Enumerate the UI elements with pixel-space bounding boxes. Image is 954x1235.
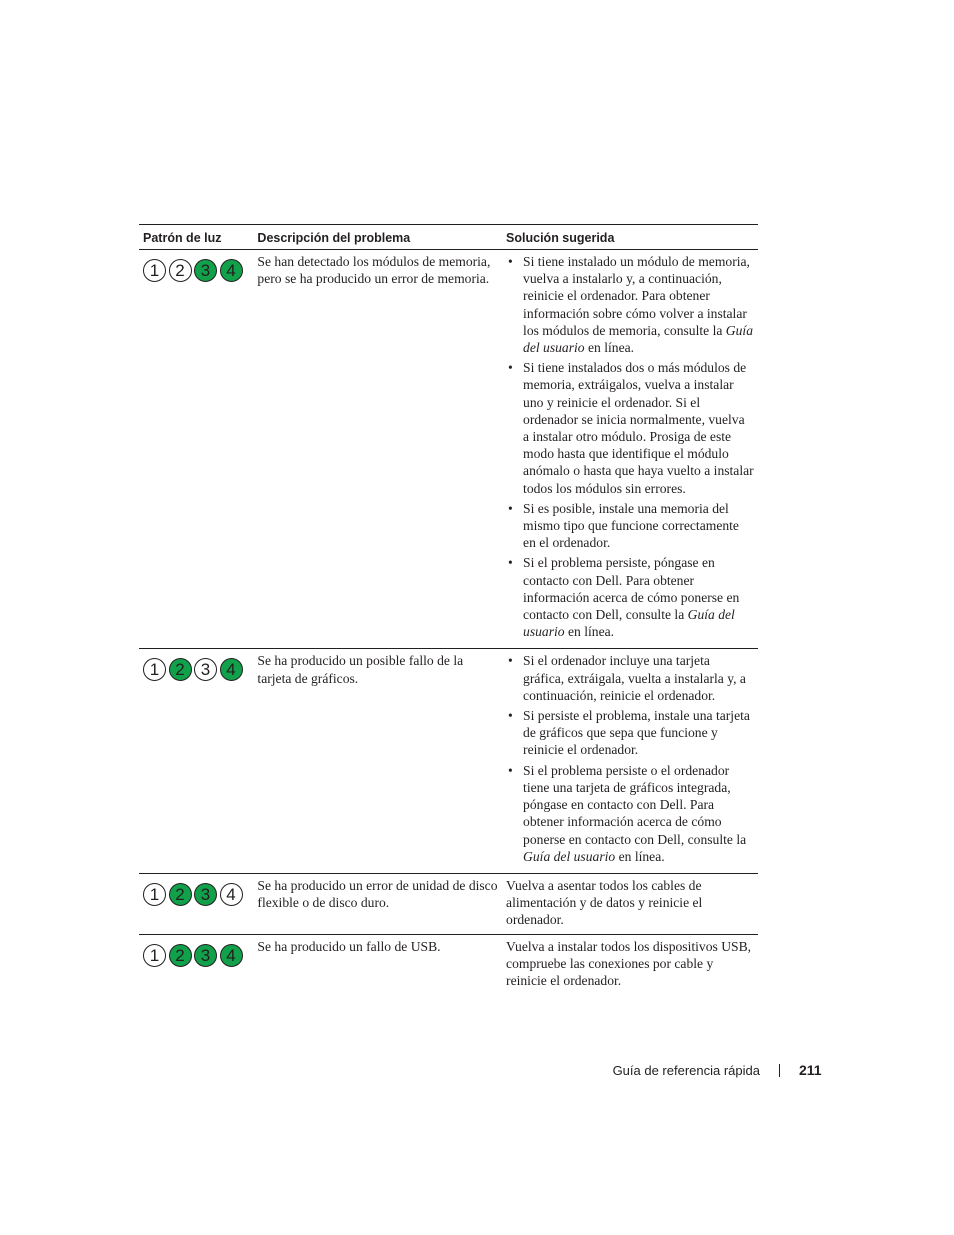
diagnostic-light-3-on: 3 — [194, 259, 217, 282]
problem-description: Se ha producido un posible fallo de la tarjeta de gráficos. — [253, 649, 502, 873]
table-row — [139, 873, 758, 934]
table-row — [139, 934, 758, 994]
solution-text: Si el problema persiste o el ordenador tiene una tarjeta de gráficos integrada, póngase en contacto con Dell. Para obtener información acerca de cómo ponerse en contacto con Dell, consulte la — [523, 762, 747, 847]
solution-text: Si tiene instalado un módulo de memoria, vuelva a instalarlo y, a continuación, reinicie el ordenador. Para obtener información sobre cómo volver a instalar los módulos de memoria, consulte la — [523, 254, 750, 338]
diagnostic-light-4-on: 4 — [220, 658, 243, 681]
table-body — [139, 250, 758, 995]
table-row — [139, 649, 758, 873]
light-pattern-cell — [139, 649, 253, 873]
table-header-row — [139, 225, 758, 250]
solution-text: Si el problema persiste, póngase en contacto con Dell. Para obtener información acerca de cómo ponerse en contacto con Dell, consulte la — [523, 555, 740, 623]
solution-text: Si el ordenador incluye una tarjeta gráfica, extráigala, vuelta a instalarla y, a continuación, reinicie el ordenador. — [523, 653, 746, 703]
header-light-pattern: Patrón de luz — [139, 225, 253, 250]
light-pattern-cell — [139, 873, 253, 934]
diagnostic-light-4-on: 4 — [220, 259, 243, 282]
solution-text: Si tiene instalados dos o más módulos de memoria, extráigalos, vuelva a instalar uno y reinicie el ordenador. Si el ordenador se inicia normalmente, vuelva a instalar otro módulo. Prosiga de este modo hasta que identifique el módulo anómalo o hasta que haya vuelto a instalar todos los módulos sin errores. — [523, 360, 754, 496]
solution-text: en línea. — [584, 340, 635, 356]
diagnostic-light-3-on: 3 — [194, 944, 217, 967]
diagnostic-light-1-off: 1 — [143, 658, 166, 681]
diagnostic-light-2-on: 2 — [169, 883, 192, 906]
suggested-solution — [502, 649, 758, 873]
diagnostic-lights — [143, 658, 249, 681]
footer-separator — [779, 1064, 780, 1077]
diagnostic-light-2-on: 2 — [169, 658, 192, 681]
diagnostic-lights — [143, 883, 249, 906]
diagnostic-light-3-off: 3 — [194, 658, 217, 681]
diagnostic-light-4-off: 4 — [220, 883, 243, 906]
diagnostic-light-1-off: 1 — [143, 883, 166, 906]
solution-text: Si es posible, instale una memoria del mismo tipo que funcione correctamente en el ordenador. — [523, 500, 739, 551]
suggested-solution: Vuelva a instalar todos los dispositivos USB, compruebe las conexiones por cable y reinicie el ordenador. — [506, 938, 752, 988]
solution-text: en línea. — [564, 624, 615, 640]
suggested-solution — [502, 250, 758, 649]
diagnostic-light-3-on: 3 — [194, 883, 217, 906]
problem-description: Se ha producido un error de unidad de disco flexible o de disco duro. — [253, 873, 502, 934]
problem-description: Se han detectado los módulos de memoria, pero se ha producido un error de memoria. — [253, 250, 502, 649]
page-footer — [0, 1061, 954, 1081]
solution-list — [506, 253, 754, 640]
solution-item — [506, 253, 754, 356]
guide-reference: Guía del usuario — [523, 322, 753, 356]
solution-item — [506, 554, 754, 640]
diagnostic-light-2-on: 2 — [169, 944, 192, 967]
solution-item — [506, 707, 754, 759]
diagnostic-light-1-off: 1 — [143, 944, 166, 967]
diagnostic-lights — [143, 944, 249, 967]
page-number: 211 — [799, 1062, 822, 1078]
diagnostic-light-4-on: 4 — [220, 944, 243, 967]
solution-item — [506, 500, 754, 552]
solution-text: Si persiste el problema, instale una tarjeta de gráficos que sepa que funcione y reinicie el ordenador. — [523, 708, 750, 758]
solution-text: en línea. — [615, 848, 665, 864]
guide-reference: Guía del usuario — [523, 607, 735, 640]
diagnostic-lights-table — [139, 224, 758, 994]
diagnostic-light-2-off: 2 — [169, 259, 192, 282]
suggested-solution: Vuelva a asentar todos los cables de alimentación y de datos y reinicie el ordenador. — [502, 873, 758, 934]
header-problem-description: Descripción del problema — [253, 225, 502, 250]
table-row — [139, 250, 758, 649]
problem-description: Se ha producido un fallo de USB. — [257, 938, 441, 954]
solution-item — [506, 359, 754, 497]
footer-title: Guía de referencia rápida — [612, 1063, 760, 1078]
solution-list — [506, 652, 754, 864]
solution-item — [506, 652, 754, 704]
header-suggested-solution: Solución sugerida — [502, 225, 758, 250]
light-pattern-cell — [139, 250, 253, 649]
diagnostic-lights — [143, 259, 249, 282]
solution-item — [506, 762, 754, 865]
guide-reference: Guía del usuario — [523, 848, 616, 864]
diagnostic-light-1-off: 1 — [143, 259, 166, 282]
light-pattern-cell — [139, 934, 253, 994]
